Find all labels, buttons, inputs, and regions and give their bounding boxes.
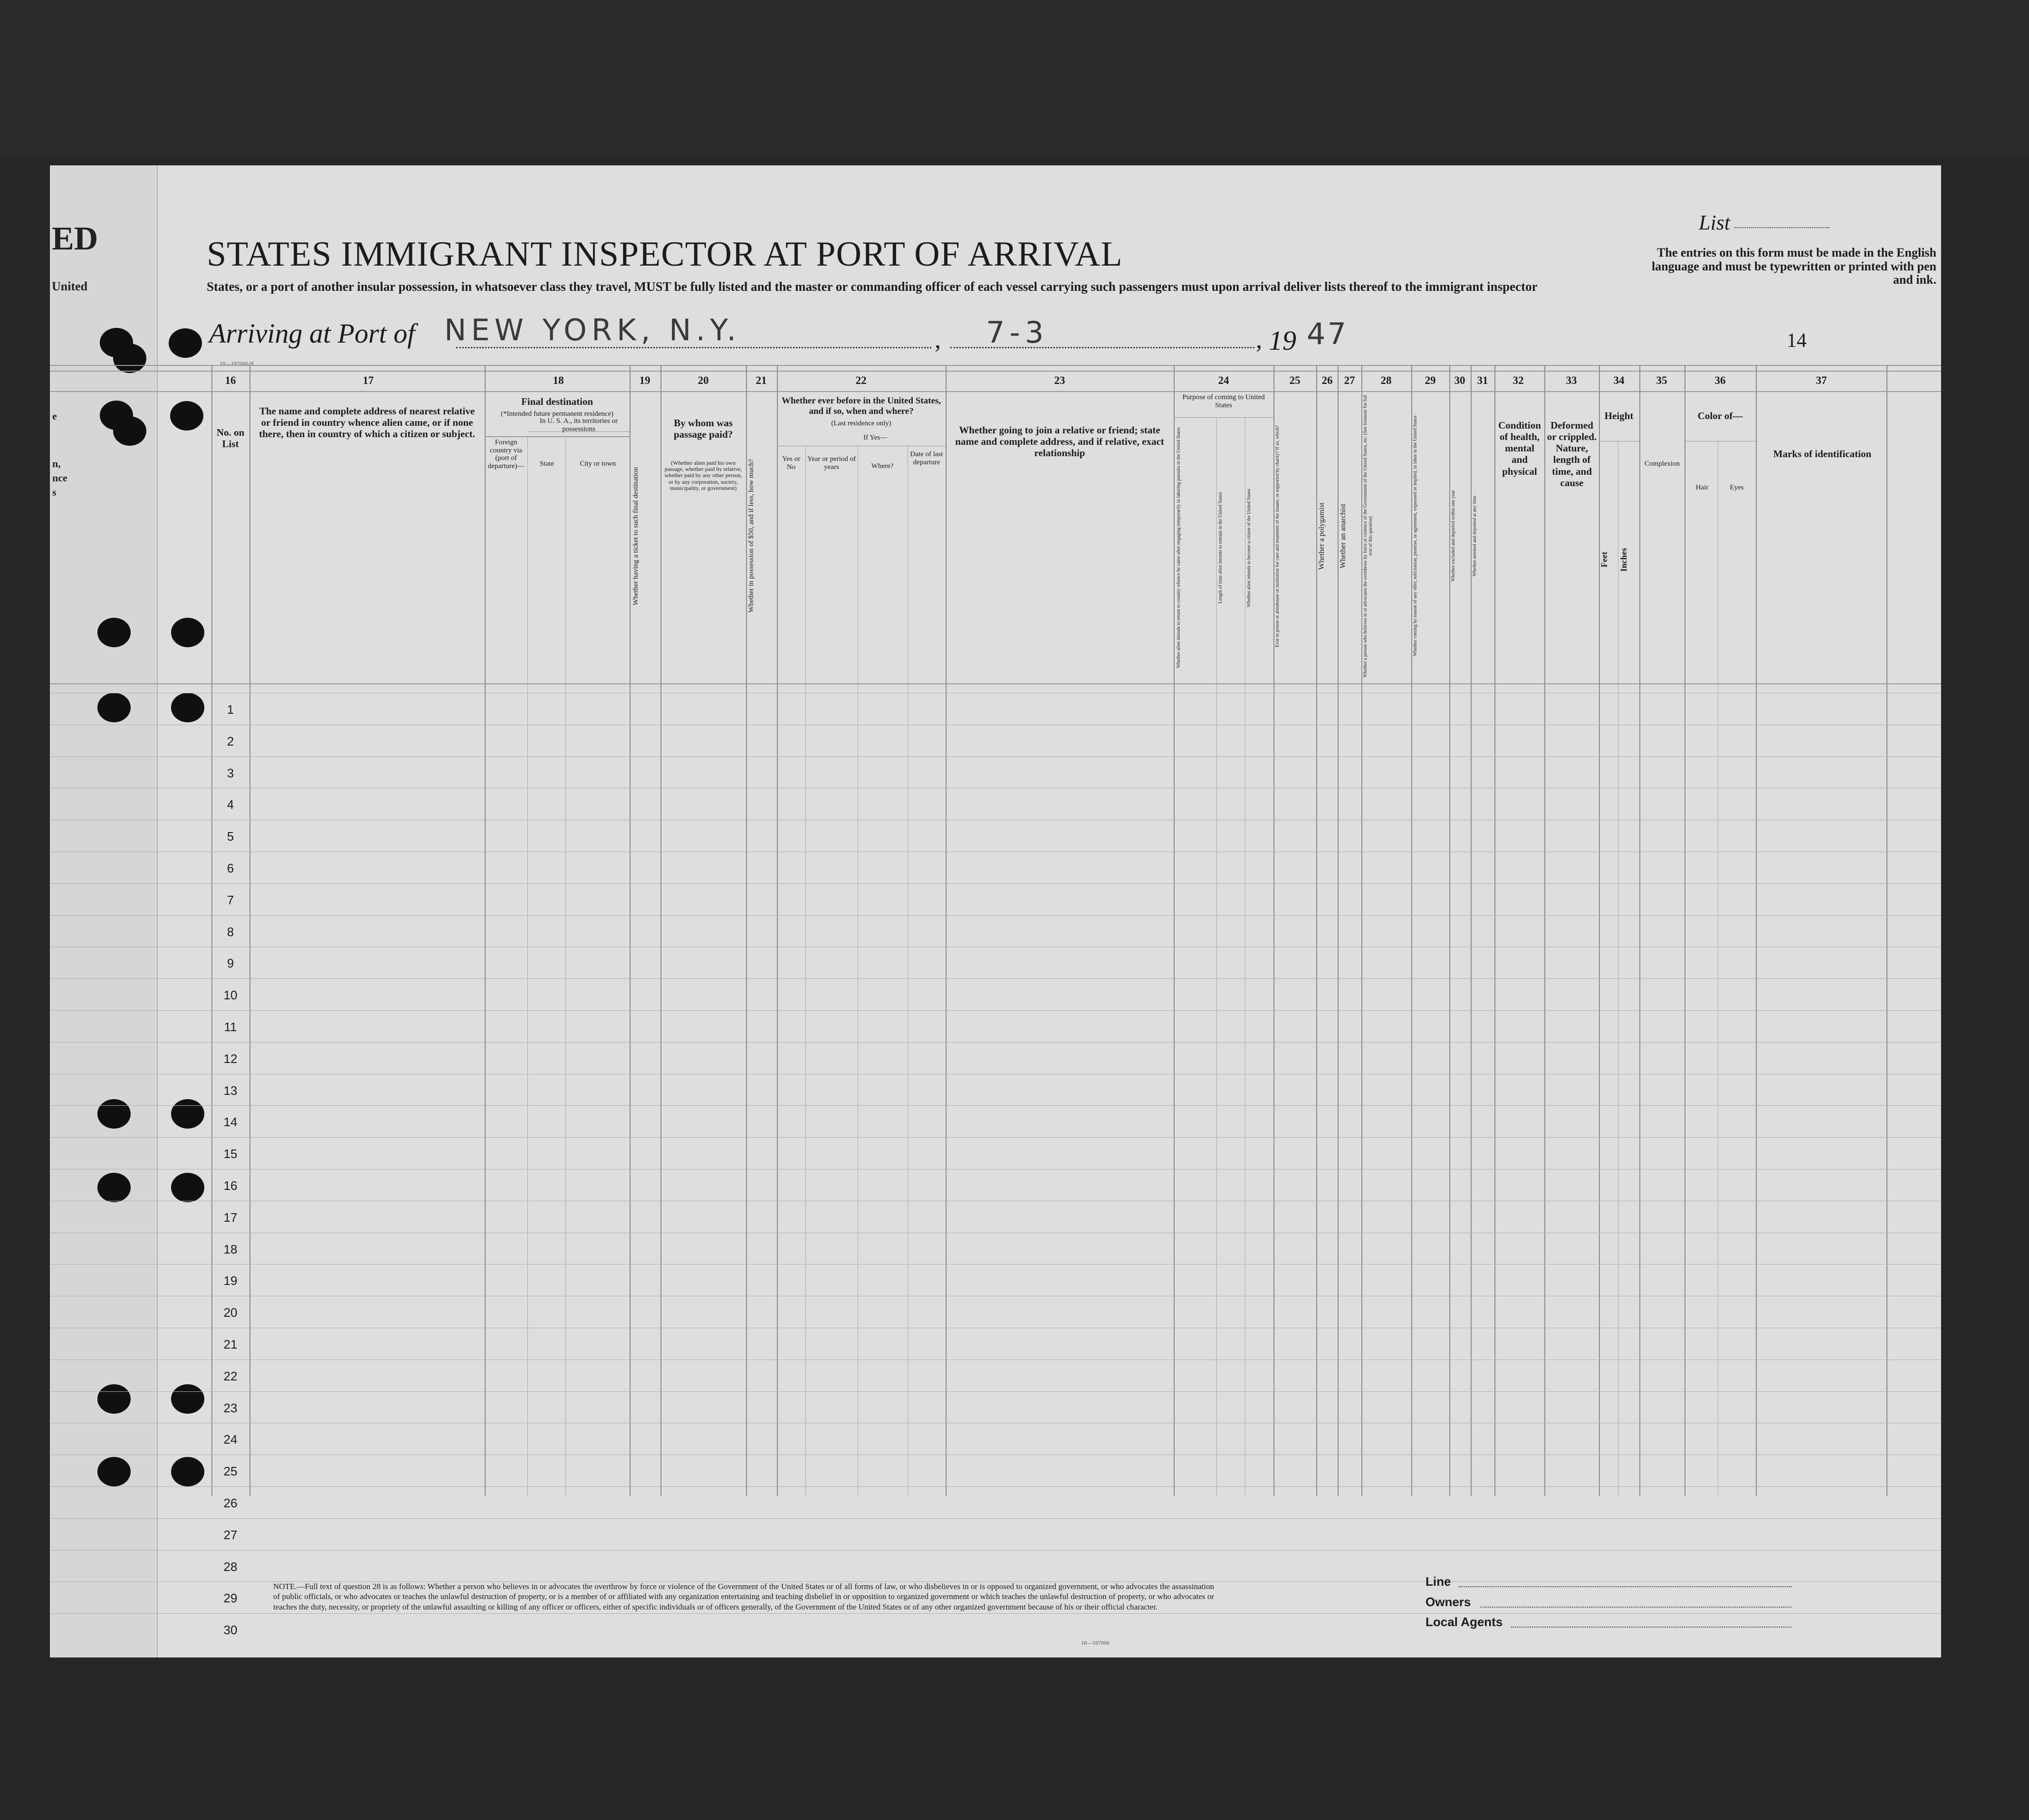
table-top-border (50, 365, 1941, 366)
header-by-whom-note: (Whether alien paid his own passage, whether paid by relative, whether paid by any other person, or by any corporation, society, municipality, or government) (664, 460, 742, 491)
signature-local-agents-field (1511, 1627, 1791, 1628)
row-number: 3 (227, 766, 234, 780)
col-divider (527, 436, 528, 1496)
row-number: 21 (223, 1337, 238, 1351)
header-foreign-country: Foreign country via (port of departure)— (488, 439, 525, 470)
table-row (50, 915, 1941, 916)
table-top-border (50, 371, 1941, 372)
col-divider (946, 365, 947, 1496)
header-where: Where? (871, 462, 894, 470)
col-divider (565, 436, 566, 1496)
header-purpose-a: Whether alien intends to return to country whence he came after engaging temporarily in laboring pursuits in the United States (1176, 427, 1181, 669)
col-divider (1273, 365, 1274, 1496)
header-join-relative: Whether going to join a relative or friend; state name and complete address, and if relative, exact relationship (955, 424, 1164, 459)
row-number: 17 (223, 1210, 238, 1225)
col-divider (1756, 365, 1757, 1496)
col-divider (1338, 365, 1339, 1496)
subheader-rule (485, 436, 630, 437)
list-label: List (1699, 211, 1731, 234)
header-last-residence: (Last residence only) (831, 420, 891, 427)
column-number: 26 (1321, 374, 1333, 386)
header-in-usa: In U. S. A., its territories or possessions (539, 417, 618, 433)
signature-line-field (1459, 1586, 1791, 1587)
date-handwritten: 7-3 (986, 315, 1049, 350)
header-anarchist: Whether an anarchist (1339, 504, 1347, 568)
row-number: 9 (227, 956, 234, 971)
header-complexion: Complexion (1644, 460, 1680, 468)
column-number: 34 (1613, 374, 1625, 386)
punch-hole (169, 328, 202, 358)
row-number: 8 (227, 924, 234, 939)
sheet-number: 14 (1787, 330, 1807, 352)
row-number: 1 (227, 702, 234, 717)
col-divider (1449, 365, 1450, 1496)
header-inches: Inches (1619, 548, 1628, 572)
header-purpose-c: Whether alien intends to become a citizen of the United States (1246, 489, 1252, 607)
row-number: 14 (223, 1115, 238, 1130)
column-number: 36 (1714, 374, 1726, 386)
page-subtitle: States, or a port of another insular possession, in whatsoever class they travel, MUST be fully listed and the master or commanding officer of each vessel carrying such passengers must upon arrival deliver lists thereof to the immigrant inspector (207, 279, 1538, 294)
column-number: 30 (1454, 374, 1465, 386)
entries-note: The entries on this form must be made in the English language and must be typewritten or printed with pen and ink. (1651, 246, 1936, 287)
row-number: 26 (223, 1496, 238, 1510)
column-number: 28 (1380, 374, 1392, 386)
header-relative: The name and complete address of nearest relative or friend in country whence alien came, or if none there, then in country of which a citizen or subject. (259, 405, 475, 440)
port-line (456, 347, 931, 348)
header-c31: Whether arrested and deported at any time (1472, 496, 1477, 576)
table-row (50, 1613, 1941, 1614)
header-polygamist: Whether a polygamist (1318, 502, 1326, 570)
col-divider (1544, 365, 1545, 1496)
row-number: 13 (223, 1083, 238, 1098)
column-number-divider (50, 391, 1941, 392)
column-number: 18 (553, 374, 564, 386)
fold-text-united: United (52, 279, 88, 293)
footnote-reference: 18—187006 (1081, 1639, 1110, 1646)
column-number: 19 (639, 374, 651, 386)
row-number: 24 (223, 1432, 238, 1447)
signature-owners-field (1480, 1607, 1791, 1608)
fold-text-nce: nce (52, 472, 67, 484)
row-number: 28 (223, 1559, 238, 1574)
year-prefix: 19 (1269, 325, 1296, 356)
header-yes-no: Yes or No (782, 455, 801, 471)
row-number: 29 (223, 1591, 238, 1606)
col-divider (1316, 365, 1317, 1496)
row-number: 6 (227, 861, 234, 875)
comma-separator: , (935, 326, 941, 354)
footnote: NOTE.—Full text of question 28 is as follows: Whether a person who believes in or advocates the overthrow by force or violence of the Government of the United States or of all forms of law, or who disbelieves in or is opposed to organized government, or who advocates the assassination of public officials, or who advocates or teaches the unlawful destruction of property, or is a member of or affiliated with any organization entertaining and teaching disbelief in or opposition to organized government or which teaches the unlawful destruction of property, or who advocates or teaches the duty, necessity, or propriety of the unlawful assaulting or killing of any officer or officers, either of specific individuals or of officers generally, of the Government of the United States or of any other organized government because of his or their official character. (273, 1582, 1214, 1611)
row-number: 27 (223, 1527, 238, 1542)
col-divider (1684, 365, 1685, 1496)
column-number: 23 (1054, 374, 1065, 386)
row-number: 16 (223, 1178, 238, 1193)
header-feet: Feet (1599, 552, 1609, 568)
col-divider (805, 446, 806, 1496)
row-number: 4 (227, 797, 234, 812)
header-year-period: Year or period of years (807, 455, 856, 471)
column-number: 27 (1344, 374, 1355, 386)
header-ticket: Whether having a ticket to such final destination (632, 467, 640, 605)
row-number: 12 (223, 1051, 238, 1066)
header-hair: Hair (1695, 484, 1709, 491)
signature-line-label: Line (1426, 1574, 1451, 1589)
header-health: Condition of health, mental and physical (1498, 420, 1541, 477)
header-c25: Ever in prison or almshouse or institution for care and treatment of the insane, or supported by charity? If so, which? (1275, 425, 1280, 647)
col-divider (777, 365, 778, 1496)
column-number: 35 (1656, 374, 1667, 386)
row-number: 7 (227, 892, 234, 907)
row-number: 18 (223, 1242, 238, 1256)
col-divider (1886, 365, 1887, 1496)
year-handwritten: 47 (1307, 316, 1348, 351)
column-number: 20 (698, 374, 709, 386)
date-line (950, 347, 1254, 348)
list-number-field (1734, 227, 1829, 228)
table-row (50, 1518, 1941, 1519)
row-number: 19 (223, 1274, 238, 1288)
header-deformed: Deformed or crippled. Nature, length of time, and cause (1547, 420, 1597, 489)
row-number: 2 (227, 734, 234, 748)
header-no-on-list: No. on List (216, 427, 245, 450)
signature-owners-label: Owners (1426, 1595, 1471, 1609)
row-number: 20 (223, 1305, 238, 1320)
row-number: 15 (223, 1147, 238, 1161)
col-divider (1411, 365, 1412, 1496)
col-divider (485, 365, 486, 1496)
header-c29: Whether coming by reason of any offer, solicitation, promise, or agreement, expressed or implied, to labor in the United States (1413, 415, 1418, 657)
header-ever-before: Whether ever before in the United States, and if so, when and where? (781, 396, 941, 416)
table-row (50, 1391, 1941, 1392)
column-number: 33 (1566, 374, 1577, 386)
page-title: STATES IMMIGRANT INSPECTOR AT PORT OF ARRIVAL (207, 235, 1123, 274)
col-divider (660, 365, 661, 1496)
header-by-whom: By whom was passage paid? (673, 417, 733, 441)
manifest-sheet (50, 165, 1941, 1657)
column-number: 21 (756, 374, 767, 386)
table-row (50, 1137, 1941, 1138)
fold-text-e: e (52, 410, 57, 422)
table-row (50, 883, 1941, 884)
header-city: City or town (580, 460, 616, 468)
header-c30: Whether excluded and deported within one year (1451, 490, 1456, 582)
col-divider (1639, 365, 1640, 1496)
row-number: 25 (223, 1464, 238, 1479)
column-number: 37 (1816, 374, 1827, 386)
subheader-rule (1174, 417, 1273, 418)
row-number: 23 (223, 1400, 238, 1415)
fold-text-n: n, (52, 458, 61, 469)
header-color-of: Color of— (1697, 410, 1743, 421)
row-number: 11 (224, 1020, 237, 1034)
header-height: Height (1604, 410, 1634, 421)
column-number: 31 (1477, 374, 1488, 386)
row-number: 10 (223, 988, 238, 1003)
table-row (50, 1105, 1941, 1106)
row-number: 5 (227, 829, 234, 844)
form-reference: 18—187006-B (220, 360, 254, 367)
col-divider (1174, 365, 1175, 1496)
port-handwritten: NEW YORK, N.Y. (444, 313, 741, 347)
header-state: State (540, 460, 554, 468)
fold-text-s: s (52, 486, 57, 498)
table-row (50, 1010, 1941, 1011)
header-possession-50: Whether in possession of $50, and if less, how much? (747, 459, 755, 613)
scan-background (0, 0, 2029, 157)
col-divider (1471, 365, 1472, 1496)
table-row (50, 1042, 1941, 1043)
header-final-destination: Final destination (521, 396, 593, 407)
column-number: 29 (1425, 374, 1436, 386)
header-if-yes: If Yes— (863, 434, 887, 441)
arriving-label: Arriving at Port of (209, 318, 415, 349)
header-eyes: Eyes (1730, 484, 1744, 491)
header-c28: Whether a person who believes in or advocates the overthrow by force or violence of the Government of the United States, etc. (See footnote for full text of this question) (1363, 394, 1373, 678)
table-row (50, 1486, 1941, 1487)
column-number: 17 (363, 374, 374, 386)
row-number: 30 (223, 1623, 238, 1638)
header-date-last-departure: Date of last departure (910, 450, 943, 466)
col-divider (630, 365, 631, 1496)
column-number: 16 (225, 374, 236, 386)
header-marks: Marks of identification (1773, 448, 1872, 460)
column-number: 22 (855, 374, 867, 386)
col-divider (1494, 365, 1495, 1496)
header-purpose-b: Length of time alien intends to remain in the United States (1218, 492, 1223, 604)
column-number: 24 (1218, 374, 1229, 386)
header-purpose: Purpose of coming to United States (1182, 393, 1265, 409)
row-number: 22 (223, 1369, 238, 1383)
column-number: 32 (1512, 374, 1524, 386)
col-divider (1216, 417, 1217, 1496)
fold-text-ed: ED (52, 220, 98, 257)
col-divider (249, 365, 250, 1496)
header-bottom-border (50, 683, 1941, 684)
signature-local-agents-label: Local Agents (1426, 1615, 1503, 1629)
header-final-destination-note: (*Intended future permanent residence) (501, 410, 613, 418)
col-divider (1361, 365, 1362, 1496)
column-number: 25 (1289, 374, 1301, 386)
table-row (50, 978, 1941, 979)
col-divider (746, 365, 747, 1496)
table-row (50, 1550, 1941, 1551)
comma-separator: , (1256, 326, 1262, 354)
